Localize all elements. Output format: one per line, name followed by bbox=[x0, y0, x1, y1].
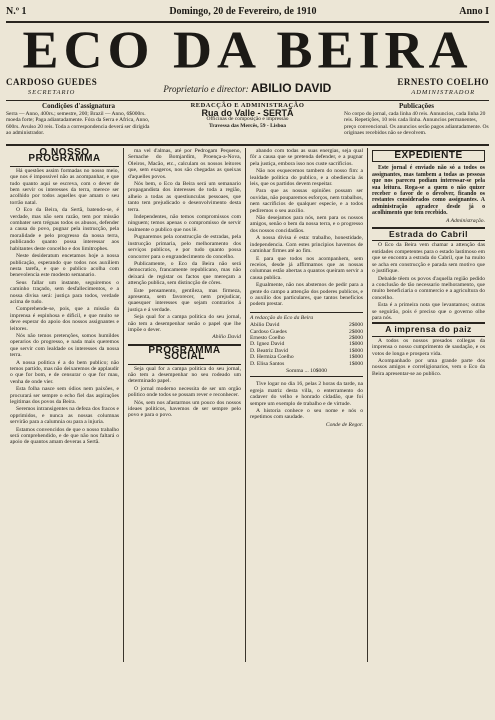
article-paragraph: Neste desideratum encetamos hoje a nossa publicação, esperando que todos nos auxiliem nesta tarefa, e que o publico acolha com benevolencia este modesto semanario. bbox=[10, 253, 119, 279]
expediente-signature: A Administração. bbox=[446, 217, 485, 224]
article-paragraph: A historia conhece o seu nome e nós o repetimos com saudade. bbox=[250, 408, 363, 421]
director-label: Proprietario e director: bbox=[163, 84, 249, 94]
subscription-list bbox=[250, 312, 363, 378]
article-paragraph: Tive logar no dia 16, pelas 2 horas da tarde, na egreja matriz desta villa, o enterramento do cadaver do velho e honrado cidadão, que foi sempre um exemplo de trabalho e de virtude. bbox=[250, 381, 363, 407]
article-paragraph: Independentes, não temos compromissos com ninguem; temos apenas o compromisso de servir lealmente o publico que nos lê. bbox=[128, 214, 241, 233]
publications-block bbox=[344, 103, 489, 143]
article-paragraph: O Eco da Beira, da Sertã, batendo-se, é verdade, mas não sem razão, tem por missão combater sem tréguas todos os abusos, defender a causa do povo, pugnar pela instrucção, pela moralidade e pelo progresso da nossa terra, publicando quanto possa interessar aos habitantes deste concelho e dos limitrophes. bbox=[10, 207, 119, 252]
article-paragraph: Comprehende-se, pois, que a missão da imprensa é espinhosa e dificil, e que muito se deve esperar do apoio dos nossos assignantes e leitores. bbox=[10, 306, 119, 332]
column-2 bbox=[124, 148, 246, 662]
article-paragraph: Debalde têem os povos d'aquella região pedido a conclusão de tão necessario melhoramento, que muito beneficiaria o commercio e a agricultura do concelho. bbox=[372, 275, 485, 301]
staff-line bbox=[6, 77, 489, 99]
article-paragraph: Esta folha nasce sem ódios nem paixões, e procurará ser sempre o echo fiel das aspirações legitimas dos povos da Beira. bbox=[10, 386, 119, 406]
article-paragraph: Nós, sem nos afastarmos um pouco dos nossos ideaes politicos, havemos de ser sempre pelo povo e para o povo. bbox=[128, 399, 241, 419]
subscriber-amount: 1$000 bbox=[349, 354, 363, 361]
redaction-block bbox=[168, 103, 328, 143]
conditions-block bbox=[6, 103, 151, 143]
subscriber-name: D. Elisa Santos bbox=[250, 360, 285, 367]
article-paragraph: Egualmente, não nos abstemos de pedir para a gente do campo a attenção dos poderes publicos, e o auxilio dos particulares, que tantos beneficios podem prestar. bbox=[250, 282, 363, 308]
secretary-name: CARDOSO GUEDES bbox=[6, 77, 98, 87]
article-paragraph: O Eco da Beira vem chamar a attenção das entidades competentes para o estado lastimoso em que se encontra a estrada do Cabril, que ha muito se acha em construcção e parada sem motivo que o justifique. bbox=[372, 242, 485, 275]
divider bbox=[6, 144, 489, 146]
issue-year: Anno I bbox=[459, 6, 489, 17]
masthead-title: ECO DA BEIRA bbox=[22, 20, 473, 80]
divider bbox=[372, 336, 485, 337]
publications-text: No corpo do jornal, cada linha 40 reis. Annuncios, cada linha 20 reis. Repetições, 10 reis cada linha. Annuncios permanentes, preço convencional. Os anuncios serão pagos adiantadamente. Os originaes recebidos não se devolvem. bbox=[344, 110, 489, 136]
article-paragraph: Para que as nossas opiniões possam ser ouvidas, não pouparemos esforços, nem trabalhos, nem sacrificios de qualquer especie, e a todos pediremos o seu auxilio. bbox=[250, 188, 363, 214]
article-signature: Abilio David bbox=[212, 334, 241, 341]
subscriber-name: Ernesto Coelho bbox=[250, 334, 285, 341]
subscriber-amount: 1$000 bbox=[349, 341, 363, 348]
subscriber-amount: 1$000 bbox=[349, 360, 363, 367]
redaction-note: Officinas de composição e impressão bbox=[206, 116, 289, 122]
subscriber-name: Abilio David bbox=[250, 322, 280, 329]
subscriber-name: D. Hermiza Coelho bbox=[250, 354, 294, 361]
secretary-role: SECRETARIO bbox=[27, 89, 76, 96]
subscriber-amount: 2$000 bbox=[349, 334, 363, 341]
issue-date: Domingo, 20 de Fevereiro, de 1910 bbox=[169, 6, 317, 17]
article-paragraph: Seja qual for a campa politica do seu jornal, não tem a desempenhar senão o papel que lhe impõe o dever. bbox=[128, 314, 241, 333]
column-3 bbox=[246, 148, 368, 662]
article-paragraph: Não desejamos para nós, nem para os nossos amigos, senão o bem da nossa terra, e o progresso dos nossos concidadãos. bbox=[250, 215, 363, 234]
article-paragraph: Esta é a primeira nota que levantamos; outras se seguirão, pois é preciso que o governo olhe para nós. bbox=[372, 302, 485, 321]
section-title-programa: O NOSSO PROGRAMMA bbox=[28, 148, 101, 165]
section-title-expediente: EXPEDIENTE bbox=[372, 150, 485, 162]
administrator-name: ERNESTO COELHO bbox=[397, 77, 489, 87]
article-paragraph: Há questões assim formadas no nosso meio, que nos é impossivel não as acompanhar, e que tudo quanto aqui se escreva, com o dever de bem servir os interesses da terra, merece ser acolhido por todos aquelles que amam o seu torrão natal. bbox=[10, 167, 119, 206]
article-signature: Conde de Regor. bbox=[325, 421, 363, 428]
article-paragraph: O jornal moderno necessita de ser um orgão politico onde todos se possam rever e reconhecer. bbox=[128, 385, 241, 399]
article-paragraph: Este pensamento, gentileza, mas firmeza, apresenta, sem favorecer, nem prejudicar, quaesquer interesses que sejam contrarios á justiça e á verdade. bbox=[128, 287, 241, 313]
staff-secretary bbox=[6, 77, 97, 96]
column-4 bbox=[368, 148, 489, 662]
conditions-title: Condições d'assignatura bbox=[42, 102, 115, 110]
subscription-title: A redacção do Eco da Beira bbox=[250, 314, 314, 321]
dateline bbox=[6, 0, 489, 20]
article-paragraph: Não nos esquecemos tambem do nosso fim: a lealdade politica do publico, e a obediencia ás leis, que os partidos devem respeitar. bbox=[250, 168, 363, 188]
divider bbox=[10, 166, 119, 167]
article-columns bbox=[6, 148, 489, 662]
article-paragraph: A nossa divisa é esta: trabalho, honestidade, independencia. Com estes principios havemos de caminhar firmes até ao fim. bbox=[250, 235, 363, 255]
subscriber-row bbox=[250, 361, 363, 367]
subscriber-amount: 2$000 bbox=[349, 328, 363, 335]
subscriber-name: D. Beatriz David bbox=[250, 347, 289, 354]
article-paragraph: Estamos convencidos de que o nosso trabalho será comprehendido, e de que não nos faltará o apoio de quantos amam deveras a Sertã. bbox=[10, 426, 119, 446]
article-paragraph: Seja qual for a campa politica do seu jornal, não tem a desempenhar no seu rodeado um determinado papel. bbox=[128, 365, 241, 385]
column-1 bbox=[6, 148, 124, 662]
staff-director bbox=[163, 77, 331, 95]
subscriber-name: D. Ignez David bbox=[250, 341, 285, 348]
article-paragraph: A todos os nossos presados collegas da imprensa o nosso cumprimento de saudação, e os votos de longa e prospera vida. bbox=[372, 337, 485, 357]
section-title-estrada: Estrada do Cabril bbox=[389, 229, 468, 240]
article-paragraph: Publicamente, o Eco da Beira não será democratico, francamente republicano, mas não deixará de registar os factos que mereçam a attenção publica, sem distincção de côres. bbox=[128, 260, 241, 287]
info-bar bbox=[6, 103, 489, 143]
redaction-title: REDACÇÃO E ADMINISTRAÇÃO bbox=[190, 102, 305, 109]
divider bbox=[6, 100, 489, 101]
subscriber-amount: 1$000 bbox=[349, 347, 363, 354]
subscriber-amount: 2$000 bbox=[349, 322, 363, 329]
article-paragraph: Nós não temos pretenções, somos humildes operarios do progresso, e nada mais queremos que servir com lealdade os interesses da nossa terra. bbox=[10, 332, 119, 359]
subscription-total: Somma ... 10$000 bbox=[286, 368, 327, 374]
administrator-role: ADMINISTRADOR bbox=[411, 89, 476, 96]
issue-number: N.º 1 bbox=[6, 6, 27, 17]
article-paragraph: Nós bem, o Eco da Beira será um semanario propagandista dos interesses de toda a região, alheio a todas as questiunculas pessoaes, que tanto tem prejudicado o desenvolvimento desta terra. bbox=[128, 181, 241, 213]
conditions-text: Serra — Anno, 400rs.; semestre, 200; Brazil — Anno, 6$000rs. moeda forte; Paga adiantadamente. Fóra da Serra e Africa, Anno, 600rs. Avulso 20 reis. Toda a correspondencia deverá ser dirigida ao administrador. bbox=[6, 110, 150, 136]
article-paragraph: abando com todas as suas energias, seja qual fôr a causa que se pretenda defender, e a pugnar pela justiça, embora isso nos custe sacrificios. bbox=[250, 148, 363, 167]
staff-administrator bbox=[397, 77, 489, 96]
redaction-street: Rua do Valle - SERTÃ bbox=[201, 107, 294, 118]
article-paragraph: ma vel d'almas, até por Pedrogam Pequeno, Sernache do Bomjardim, Proença-a-Nova, Oleiros, Macão, etc., calculam os nossos leitores que, sem exageros, nos são chegadas as queixas d'aquelles povos. bbox=[128, 148, 241, 180]
director-name: ABILIO DAVID bbox=[250, 81, 332, 95]
redaction-address: Travessa das Mercês, 59 - Lisboa bbox=[208, 122, 287, 129]
divider bbox=[128, 364, 241, 365]
publications-title: Publicações bbox=[399, 102, 434, 110]
subscriber-name: Cardoso Guedes bbox=[250, 328, 287, 335]
article-paragraph: Seus fallar um instante, seguiremos o caminho traçado, sem desfallecimentos, e a nossa divisa será: justiça para todos, verdade acima de tudo. bbox=[10, 279, 119, 305]
article-paragraph: Seremos intransigentes na defeza dos fracos e opprimidos, e nunca as nossas columnas servirão para a calumnia ou para a injuria. bbox=[10, 406, 119, 426]
expediente-text: Este jornal é enviado não só a todos os assignantes, mas tambem a todas as pessoas que nos pareceu podiam interessar-se pela sua leitura. Roga-se a quem o não quizer receber o favor de o devolver, ficando os restantes considerados como assignantes. A administração agradece desde já o acolhimento que tem recebido. bbox=[372, 165, 485, 217]
section-title-imprensa: A imprensa do paiz bbox=[385, 324, 472, 335]
divider bbox=[372, 240, 485, 241]
article-paragraph: Pugnaremos pela construcção de estradas, pela instrucção primaria, pelo melhoramento dos serviços publicos, e por tudo quanto possa concorrer para o engrandecimento do concelho. bbox=[128, 234, 241, 260]
article-paragraph: A nossa politica é a do bem publico; não temos partido, mas não deixaremos de applaudir o que for bom, e de censurar o que for mau, venha de onde vier. bbox=[10, 359, 119, 385]
article-paragraph: E para que todos nos acompanhem, sem receios, desde já affirmamos que as nossas columnas estão abertas a quantos queiram servir a causa publica. bbox=[250, 255, 363, 281]
article-paragraph: Acompanhado por uma grande parte dos nossos amigos e correligionarios, vem o Eco da Beira apresentar-se ao publico. bbox=[372, 357, 485, 377]
section-title-programa-social: PROGRAMMA SOCIAL bbox=[148, 344, 221, 363]
